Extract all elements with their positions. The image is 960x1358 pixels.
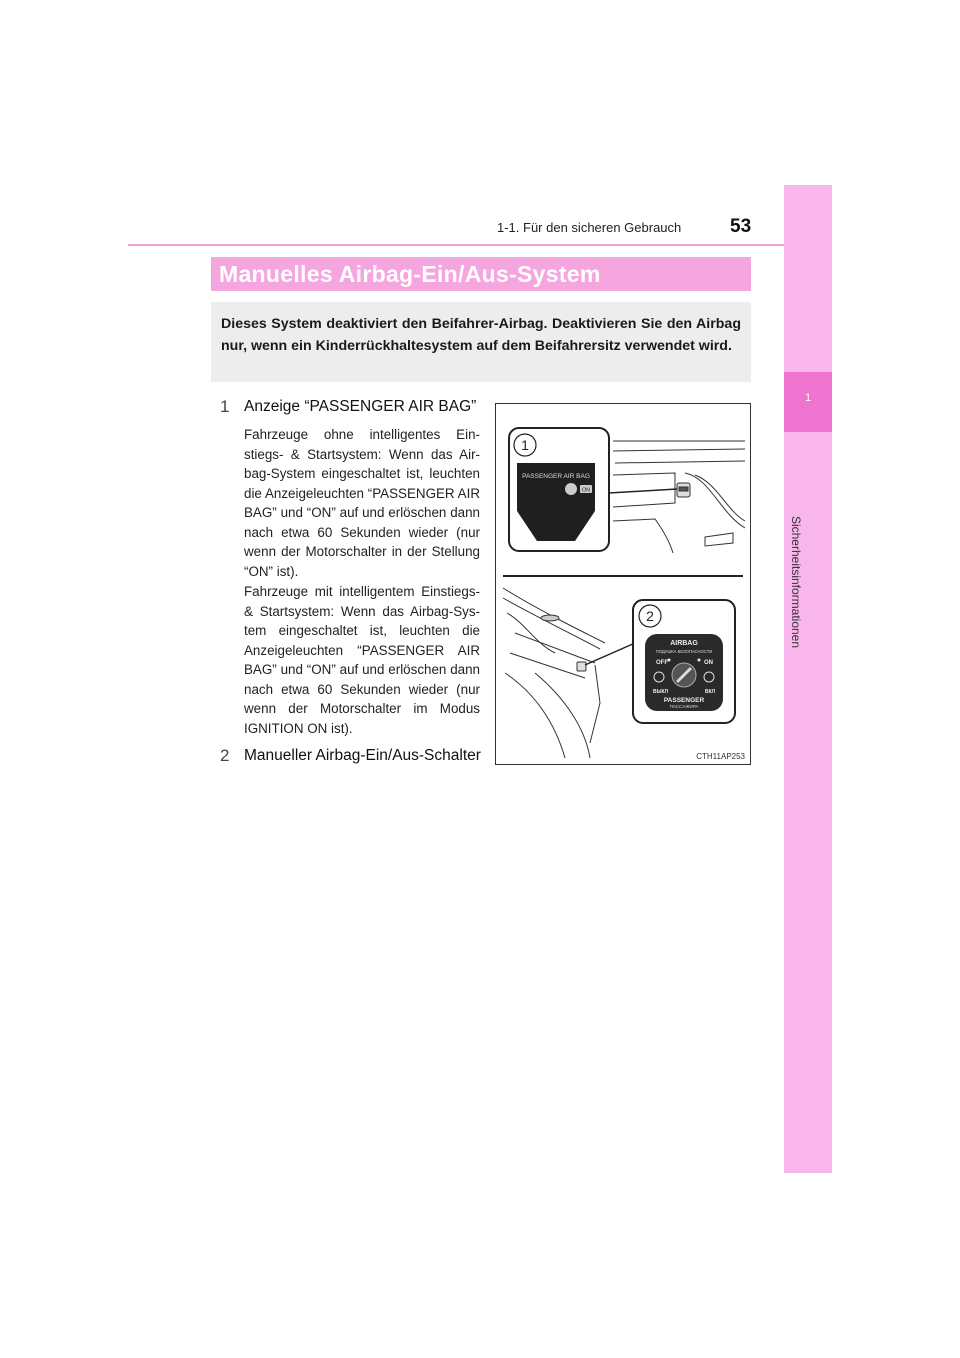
section-title: Manuelles Airbag-Ein/Aus-System [219,261,601,287]
callout-1-number: 1 [521,437,529,453]
switch-off-ru-label: ВЫКЛ [653,689,669,695]
indicator-label: PASSENGER AIR BAG [522,473,590,480]
item-heading-2: Manueller Airbag-Ein/Aus-Schalter [244,747,481,764]
chapter-side-tab [784,185,832,1173]
chapter-label: Sicherheitsinformationen [789,515,803,649]
item-heading-1: Anzeige “PASSENGER AIR BAG” [244,398,477,415]
header-section-title: 1-1. Für den sicheren Gebrauch [497,220,682,235]
item-1-paragraph-1: Fahrzeuge ohne intelligentes Ein-stiegs- & Startsystem: Wenn das Air-bag-System eingeschaltet ist, leuchten die Anzeigeleuchten “PASSENGER AIR BAG” und “ON” auf und erlöschen dann nach etwa 60 Sekunden wieder (nur wenn der Motorschalter in der Stellung “ON” ist). [244,427,480,579]
item-marker-1: 1 [220,397,230,416]
figure-image-code: CTH11AP253 [696,752,745,761]
callout-2-box [633,600,735,723]
switch-on-ru-label: ВКЛ [705,689,716,695]
switch-off-label: OFF [656,660,668,666]
item-1-paragraph-2: Fahrzeuge mit intelligentem Einstiegs- & Startsystem: Wenn das Airbag-Sys-tem eingeschaltet ist, leuchten die Anzeigeleuchten “PASSENGER AIR BAG” und “ON” auf und erlöschen dann nach etwa 60 Sekunden wieder (nur wenn der Motorschalter im Modus IGNITION ON ist). [244,584,480,736]
switch-passenger-label: PASSENGER [663,697,705,704]
item-marker-2: 2 [220,746,230,765]
airbag-figure [495,403,751,765]
header-rule [128,244,784,246]
indicator-on-label: ON [581,487,591,494]
switch-title-ru: ПОДУШКА БЕЗОПАСНОСТИ [655,649,713,654]
switch-passenger-ru-label: ПАССАЖИРА [669,704,699,709]
airbag-indicator-icon [565,483,577,495]
section-title-bar [211,257,751,291]
chapter-number: 1 [804,392,812,404]
page-number: 53 [730,216,752,237]
intro-box: Dieses System deaktiviert den Beifahrer-Airbag. Deaktivieren Sie den Airbag nur, wenn ein Kinderrückhaltesystem auf dem Beifahrersitz verwendet wird. [211,302,751,382]
callout-2-number: 2 [646,608,654,624]
switch-title: AIRBAG [670,640,698,647]
switch-on-label: ON [704,660,713,666]
